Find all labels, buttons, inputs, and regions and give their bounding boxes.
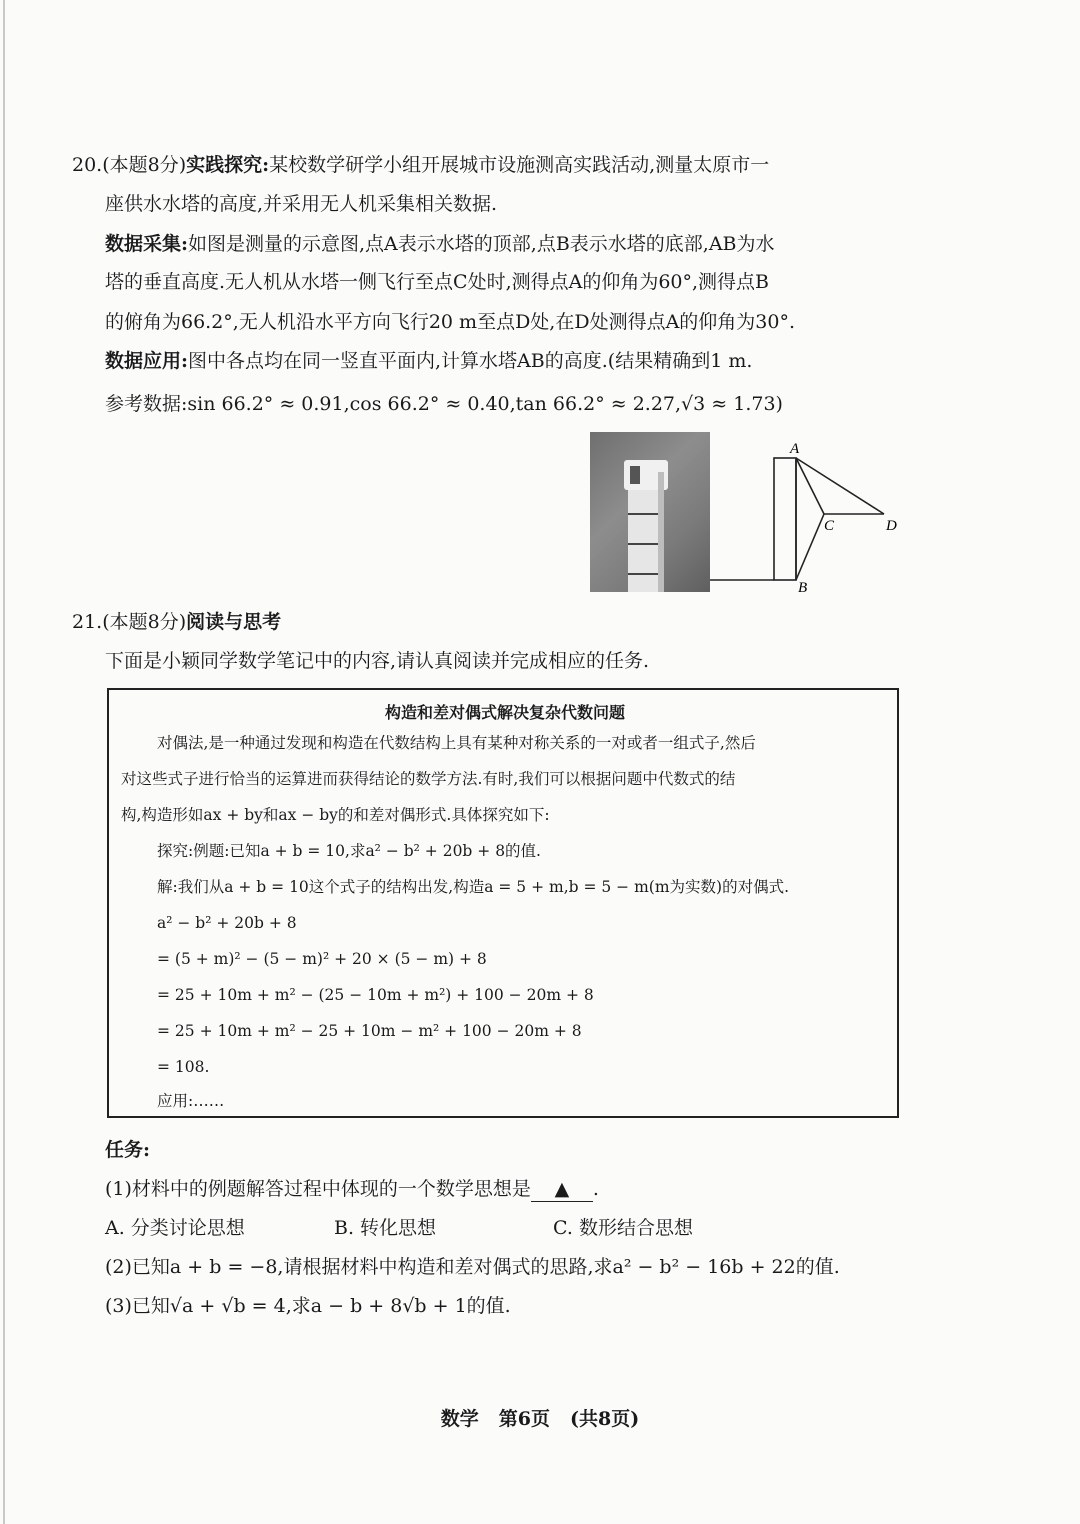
q20-intro-l2: 座供水水塔的高度,并采用无人机采集相关数据.: [105, 193, 498, 215]
task-1-end: .: [592, 1178, 599, 1200]
task-2: (2)已知a + b = −8,请根据材料中构造和差对偶式的思路,求a² − b² − 16b + 22的值.: [105, 1256, 840, 1278]
q20-collect-label: 数据采集:: [105, 233, 189, 255]
note-apply: 应用:……: [157, 1092, 225, 1110]
task-1-row: [105, 1177, 599, 1202]
note-step-2: = 25 + 10m + m² − (25 − 10m + m²) + 100 − 20m + 8: [157, 986, 594, 1004]
q20-collect-l1-row: [105, 232, 775, 256]
page-footer: [0, 1404, 1080, 1431]
tasks-label: 任务:: [105, 1139, 151, 1161]
note-p1-l2: 对这些式子进行恰当的运算进而获得结论的数学方法.有时,我们可以根据问题中代数式的结: [121, 770, 736, 788]
note-box: [107, 688, 899, 1118]
segment-cb: [796, 514, 824, 580]
footer-total: (共8页): [570, 1408, 640, 1430]
q21-score: (本题8分): [102, 611, 187, 633]
q20-score: (本题8分): [102, 154, 187, 176]
measurement-diagram: [706, 436, 916, 600]
label-a: A: [790, 441, 800, 457]
task-1-answer-blank[interactable]: ▲: [531, 1177, 593, 1202]
note-step-4: = 108.: [157, 1058, 210, 1076]
q21-header: [72, 610, 281, 634]
q20-number: 20.: [72, 154, 103, 176]
q20-header: [72, 153, 769, 177]
option-a: A. 分类讨论思想: [105, 1217, 245, 1239]
label-d: D: [886, 518, 897, 534]
note-title: 构造和差对偶式解决复杂代数问题: [384, 703, 625, 722]
q20-collect-l3: 的俯角为66.2°,无人机沿水平方向飞行20 m至点D处,在D处测得点A的仰角为30°.: [105, 311, 796, 333]
footer-subject: 数学: [440, 1408, 479, 1430]
tower-window: [630, 466, 640, 484]
note-step-3: = 25 + 10m + m² − 25 + 10m − m² + 100 − 20m + 8: [157, 1022, 582, 1040]
note-p1-l1: 对偶法,是一种通过发现和构造在代数结构上具有某种对称关系的一对或者一组式子,然后: [157, 734, 756, 752]
q20-intro-l1: 某校数学研学小组开展城市设施测高实践活动,测量太原市一: [269, 154, 770, 176]
q20-topic: 实践探究:: [186, 154, 270, 176]
option-b: B. 转化思想: [334, 1217, 437, 1239]
q20-collect-l2: 塔的垂直高度.无人机从水塔一侧飞行至点C处时,测得点A的仰角为60°,测得点B: [105, 271, 770, 293]
tower-rect: [774, 458, 796, 580]
label-b: B: [798, 580, 808, 596]
binding-line: [3, 0, 5, 1524]
task-3: (3)已知√a + √b = 4,求a − b + 8√b + 1的值.: [105, 1295, 511, 1317]
note-step-1: = (5 + m)² − (5 − m)² + 20 × (5 − m) + 8: [157, 950, 487, 968]
water-tower-photo: [590, 432, 710, 592]
note-step-0: a² − b² + 20b + 8: [157, 914, 297, 932]
q21-number: 21.: [72, 611, 103, 633]
q20-apply-row: [105, 349, 752, 373]
q20-apply-l1: 图中各点均在同一竖直平面内,计算水塔AB的高度.(结果精确到1 m.: [188, 350, 753, 372]
label-c: C: [824, 518, 835, 534]
q20-collect-l1: 如图是测量的示意图,点A表示水塔的顶部,点B表示水塔的底部,AB为水: [188, 233, 775, 255]
note-p1-l3: 构,构造形如ax + by和ax − by的和差对偶形式.具体探究如下:: [121, 806, 550, 824]
task-1-text: (1)材料中的例题解答过程中体现的一个数学思想是: [105, 1178, 531, 1200]
q21-topic: 阅读与思考: [186, 611, 282, 633]
option-c: C. 数形结合思想: [553, 1217, 693, 1239]
q20-reference-data: 参考数据:sin 66.2° ≈ 0.91,cos 66.2° ≈ 0.40,tan 66.2° ≈ 2.27,√3 ≈ 1.73): [105, 393, 783, 415]
footer-page: 第6页: [498, 1408, 551, 1430]
q21-intro: 下面是小颖同学数学笔记中的内容,请认真阅读并完成相应的任务.: [105, 650, 650, 672]
q20-apply-label: 数据应用:: [105, 350, 189, 372]
water-tower-illustration: [590, 432, 710, 592]
tower-shadow: [658, 472, 664, 592]
note-explore: 探究:例题:已知a + b = 10,求a² − b² + 20b + 8的值.: [157, 842, 541, 860]
note-solve: 解:我们从a + b = 10这个式子的结构出发,构造a = 5 + m,b = 5 − m(m为实数)的对偶式.: [157, 878, 790, 896]
